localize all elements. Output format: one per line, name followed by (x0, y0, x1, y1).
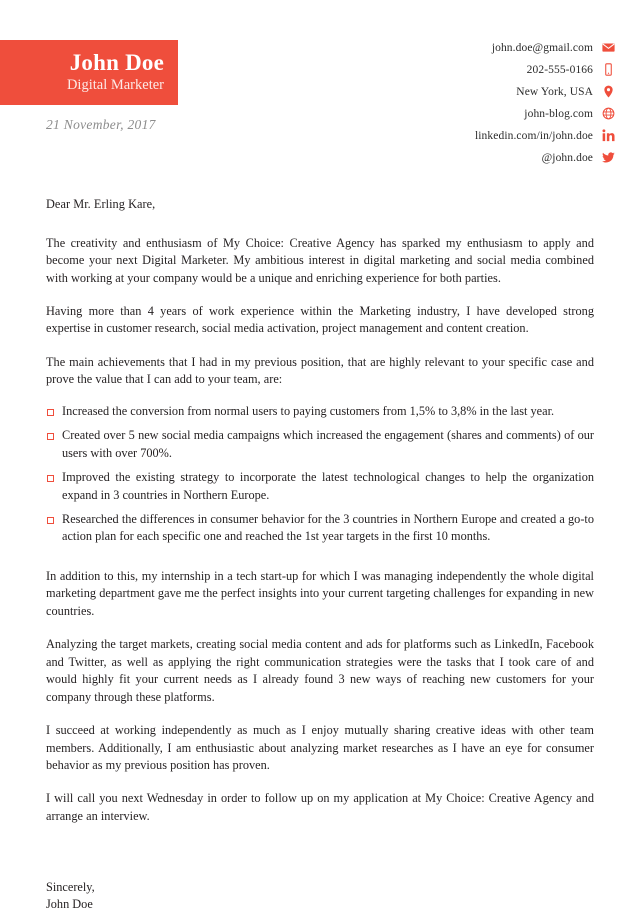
twitter-icon (602, 151, 615, 164)
contact-item-location (516, 82, 615, 101)
signature-block (46, 879, 594, 912)
letter-date: 21 November, 2017 (46, 117, 156, 132)
contact-website-text: john-blog.com (524, 107, 593, 120)
contact-location-text: New York, USA (516, 85, 593, 98)
globe-icon (602, 107, 615, 120)
paragraph-internship: In addition to this, my internship in a tech start-up for which I was managing independently the whole digital marketing department gave me the perfect insights into your current targeting challenges for expanding in new countries. (46, 568, 594, 618)
paragraph-experience: Having more than 4 years of work experience within the Marketing industry, I have developed strong expertise in customer research, social media activation, project management and content creation. (46, 303, 594, 336)
list-item: Improved the existing strategy to incorporate the latest technological changes to help the organization expand in 3 countries in Northern Europe. (46, 469, 594, 504)
envelope-icon (602, 41, 615, 54)
name-banner (0, 40, 178, 105)
list-spacer (46, 558, 594, 568)
contact-item-phone[interactable] (527, 60, 615, 79)
contact-item-linkedin[interactable] (475, 126, 615, 145)
paragraph-teamwork: I succeed at working independently as much as I enjoy mutually sharing creative ideas with other team members. Additionally, I am enthusiastic about analyzing market researches as I have an eye for consumer behavior as my previous position has proven. (46, 723, 594, 773)
paragraph-followup: I will call you next Wednesday in order to follow up on my application at My Choice: Creative Agency and arrange an interview. (46, 791, 594, 823)
phone-icon (602, 63, 615, 76)
list-item: Created over 5 new social media campaigns which increased the engagement (shares and comments) of our users with over 700%. (46, 427, 594, 462)
contact-list (475, 38, 615, 167)
paragraph-intro: The creativity and enthusiasm of My Choice: Creative Agency has sparked my enthusiasm to apply and become your next Digital Marketer. My ambitious interest in digital marketing and social media combined with working at your company would be a unique and enriching experience for both parties. (46, 235, 594, 285)
contact-phone-text: 202-555-0166 (526, 63, 593, 76)
location-pin-icon (602, 85, 615, 98)
contact-item-twitter[interactable] (542, 148, 615, 167)
achievements-list (46, 403, 594, 546)
list-item: Increased the conversion from normal users to paying customers from 1,5% to 3,8% in the last year. (46, 403, 594, 420)
letter-header (0, 0, 640, 170)
letter-body (46, 196, 594, 913)
applicant-job-title: Digital Marketer (66, 76, 164, 93)
contact-linkedin-text: linkedin.com/in/john.doe (474, 129, 593, 142)
paragraph-platforms: Analyzing the target markets, creating social media content and ads for platforms such as LinkedIn, Facebook and Twitter, as well as applying the right communication strategies were the tasks that I took care of and would highly fit your current needs as I already found 3 new ways of reaching new customers for your company through these platforms. (46, 637, 594, 704)
contact-email-text: john.doe@gmail.com (491, 41, 593, 54)
applicant-name: John Doe (69, 49, 164, 75)
paragraph-achievements-lead: The main achievements that I had in my previous position, that are highly relevant to your specific case and prove the value that I can add to your team, are: (46, 354, 594, 387)
contact-item-email[interactable] (492, 38, 615, 57)
linkedin-icon (602, 129, 615, 142)
contact-item-website[interactable] (524, 104, 615, 123)
list-item: Researched the differences in consumer behavior for the 3 countries in Northern Europe and created a go-to action plan for each specific one and reached the 1st year targets in the first 10 months. (46, 511, 594, 546)
signature-name: John Doe (46, 896, 93, 911)
salutation: Dear Mr. Erling Kare, (46, 197, 156, 211)
closing-text: Sincerely, (46, 880, 95, 895)
contact-twitter-text: @john.doe (541, 151, 593, 164)
